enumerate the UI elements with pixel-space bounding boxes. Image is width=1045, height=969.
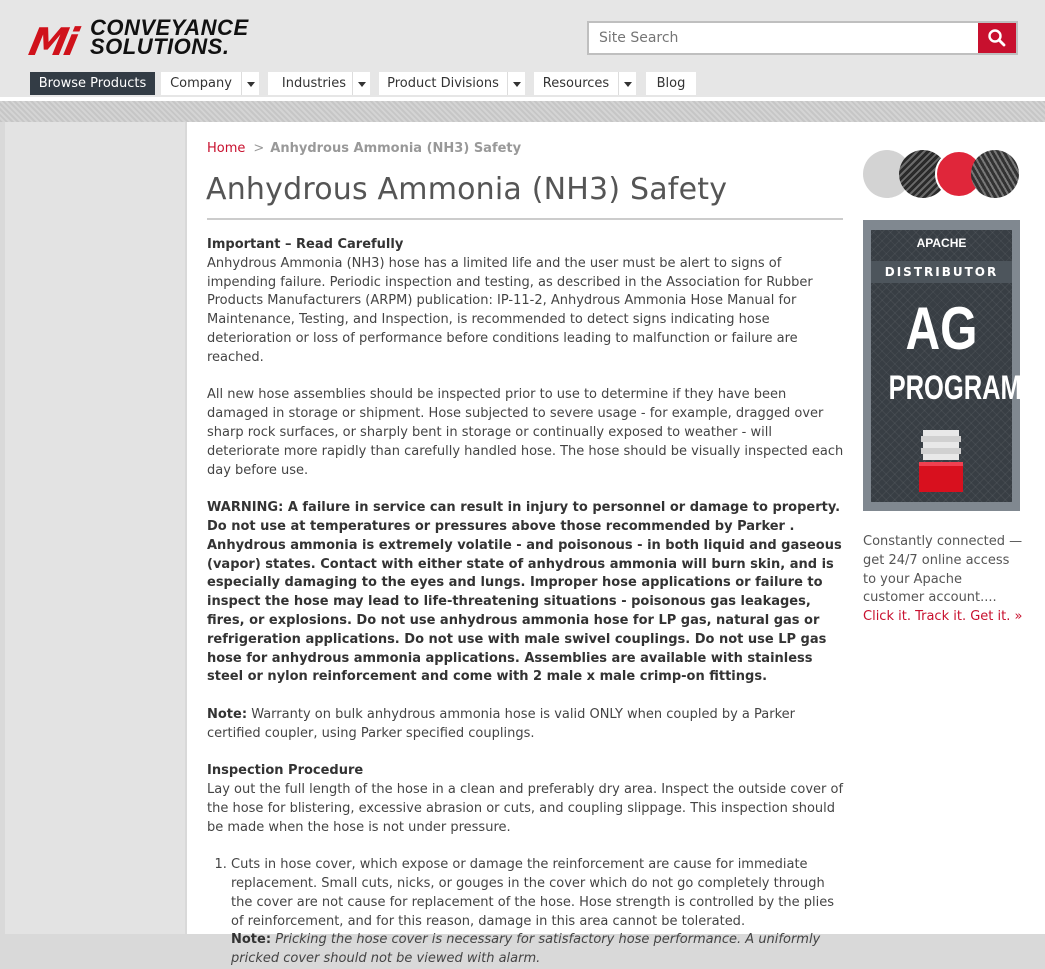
sidebar-promo	[863, 533, 1023, 627]
nav-company[interactable]: Company	[161, 72, 241, 95]
ad-program: PROGRAM	[888, 369, 1022, 407]
ad-ag: AG	[905, 295, 978, 362]
important-paragraph	[207, 236, 847, 368]
ad-panel	[871, 230, 1022, 502]
sidebar-promo-text: Constantly connected — get 24/7 online access to your Apache customer account....	[863, 534, 1023, 606]
list-item-note-label: Note:	[231, 932, 272, 948]
inspection-new-paragraph: All new hose assemblies should be inspected prior to use to determine if they have been damaged in storage or shipment. Hose subjected to severe usage - for example, dragged over sharp rock surfaces, or sharply bent in storage or continually exposed to weather - will deteriorate more rapidly than carefully handled hose. The hose should be visually inspected each day before use.	[207, 387, 844, 478]
nav-blog[interactable]: Blog	[646, 72, 696, 95]
warranty-note	[207, 706, 847, 744]
list-item-text: Cuts in hose cover, which expose or damage the reinforcement are cause for immediate replacement. Small cuts, nicks, or gouges in the cover which do not go completely through the cover are not cause for replacement of the hose. Hose strength is controlled by the plies of reinforcement, and for this reason, damage in this area cannot be tolerated.	[231, 857, 834, 929]
search-input[interactable]	[589, 23, 978, 53]
product-circle-4[interactable]	[971, 150, 1019, 198]
nav-company-dropdown-icon[interactable]	[241, 72, 259, 95]
inspection-procedure	[207, 762, 847, 837]
logo-line-2: SOLUTIONS.	[90, 34, 230, 59]
breadcrumb-home-link[interactable]: Home	[207, 141, 246, 156]
product-circles	[863, 150, 1023, 200]
header-divider-band	[0, 97, 1045, 122]
warning-paragraph	[207, 499, 847, 687]
ad-brand: APACHE	[916, 236, 967, 250]
important-text: Anhydrous Ammonia (NH3) hose has a limited life and the user must be alert to signs of impending failure. Periodic inspection and testing, as described in the Association for Rubber Products Manufacturers (ARPM) publication: IP-11-2, Anhydrous Ammonia Hose Manual for Maintenance, Testing, and Inspection, is recommended to detect signs indicating hose deterioration or loss of performance before conditions leading to malfunction or failure are reached.	[207, 255, 813, 365]
search-icon	[987, 28, 1007, 48]
warning-text: WARNING: A failure in service can result in injury to personnel or damage to property. Do not use at temperatures or pressures above those recommended by Parker . Anhydrous ammonia is extremely volatile - and poisonous - in both liquid and gaseous (vapor) states. Contact with either state of anhydrous ammonia will burn skin, and is especially damaging to the eyes and lungs. Improper hose applications or failure to inspect the hose may lead to life-threatening situations - poisonous gas leakages, fires, or explosions. Do not use anhydrous ammonia hose for LP gas, natural gas or refrigeration applications. Do not use with male swivel couplings. Do not use LP gas hose for anhydrous ammonia applications. Assemblies are available with stainless steel or nylon reinforcement and come with 2 male x male crimp-on fittings.	[207, 500, 842, 685]
logo-mark: Mi	[25, 20, 80, 64]
note-text: Warranty on bulk anhydrous ammonia hose is valid ONLY when coupled by a Parker certified coupler, using Parker specified couplings.	[207, 706, 796, 741]
site-header	[0, 0, 1045, 97]
main-content	[187, 122, 1045, 967]
nav-industries-dropdown-icon[interactable]	[352, 72, 370, 95]
breadcrumb-current: Anhydrous Ammonia (NH3) Safety	[270, 141, 522, 156]
important-heading: Important – Read Carefully	[207, 237, 404, 252]
logo-line-1: CONVEYANCE	[90, 15, 249, 40]
ag-program-ad[interactable]	[863, 220, 1020, 511]
apache-logo	[871, 236, 1012, 250]
search-button[interactable]	[978, 23, 1016, 53]
list-item	[231, 856, 847, 969]
article-body	[207, 236, 847, 969]
site-logo[interactable]	[25, 15, 292, 64]
nav-industries[interactable]: Industries	[268, 72, 360, 95]
right-sidebar	[863, 150, 1023, 625]
nav-browse-products[interactable]: Browse Products	[30, 72, 155, 95]
title-divider	[207, 218, 843, 220]
list-item-note-text: Pricking the hose cover is necessary for satisfactory hose performance. A uniformly pricked cover should not be viewed with alarm.	[231, 932, 821, 967]
inspection-list	[207, 856, 847, 969]
site-search	[587, 21, 1018, 55]
note-label: Note:	[207, 706, 248, 722]
left-sidebar	[5, 122, 185, 934]
inspection-heading: Inspection Procedure	[207, 763, 364, 779]
ad-distributor: DISTRIBUTOR	[871, 261, 1012, 283]
nav-product-divisions-dropdown-icon[interactable]	[507, 72, 525, 95]
breadcrumb	[207, 141, 521, 156]
hose-fitting-icon	[919, 430, 963, 492]
nav-resources[interactable]: Resources	[534, 72, 618, 95]
breadcrumb-separator: >	[253, 141, 265, 156]
nav-resources-dropdown-icon[interactable]	[618, 72, 636, 95]
sidebar-promo-link[interactable]: Click it. Track it. Get it. »	[863, 609, 1023, 625]
page-title: Anhydrous Ammonia (NH3) Safety	[206, 172, 728, 207]
nav-product-divisions[interactable]: Product Divisions	[379, 72, 507, 95]
inspection-text: Lay out the full length of the hose in a clean and preferably dry area. Inspect the outside cover of the hose for blistering, excessive abrasion or cuts, and coupling slippage. This inspection should be made when the hose is not under pressure.	[207, 782, 844, 835]
